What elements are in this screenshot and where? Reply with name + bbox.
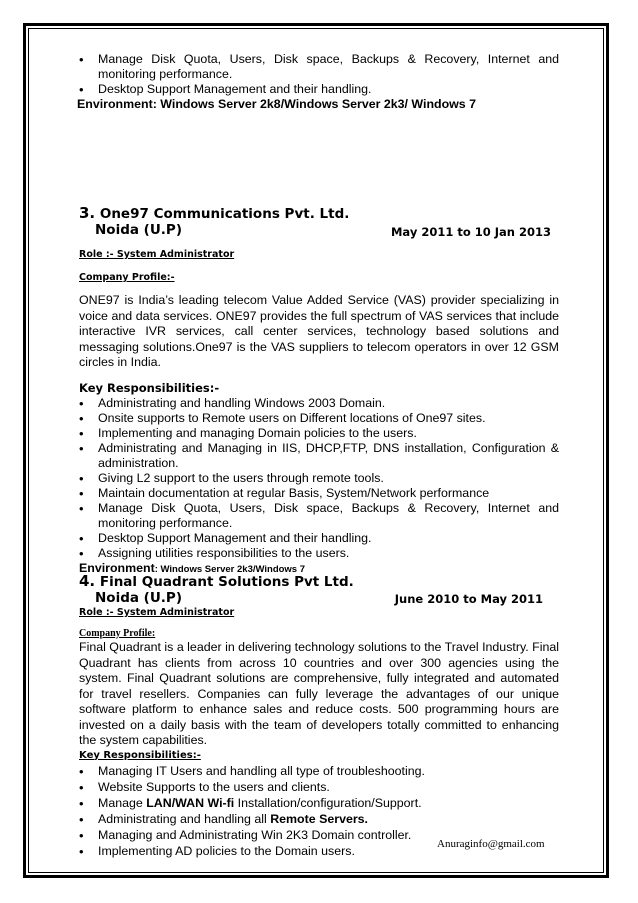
list-item: • Administrating and Managing in IIS, DHCP,FTP, DNS installation, Configuration & administration. (79, 441, 559, 471)
company-location-row (79, 222, 559, 238)
list-item: • Managing IT Users and handling all type of troubleshooting. (79, 764, 559, 779)
list-item: • Assigning utilities responsibilities to the users. (79, 546, 559, 561)
role-line: Role :- System Administrator (79, 607, 235, 618)
list-item: • Onsite supports to Remote users on Different locations of One97 sites. (79, 411, 559, 426)
list-item-text: Manage (98, 795, 147, 810)
list-item-bold: LAN/WAN Wi-fi (146, 795, 235, 810)
environment-value: : Windows Server 2k3/Windows 7 (154, 563, 306, 575)
responsibilities-list (79, 396, 559, 561)
environment-label: Environment (79, 560, 155, 575)
list-item: • Website Supports to the users and clients. (79, 780, 559, 795)
company-title (79, 573, 559, 590)
company-profile-text: Final Quadrant is a leader in delivering technology solutions to the Travel Industry. Final Quadrant has clients from across 10 countries and over 300 agencies using the system. Final Quadrant solutions are comprehensive, fully integrated and automated for travel resellers. Companies can fully leverage the advantages of our unique software platform to enhance sales and reduce costs. 500 programming hours are invested on a daily basis with the team of developers totally committed to enhancing the system capabilities. (79, 640, 559, 747)
list-item-text: Installation/configuration/Support. (234, 795, 422, 810)
top-section (79, 52, 559, 112)
company-location: Noida (U.P) (95, 222, 182, 238)
role-line: Role :- System Administrator (79, 249, 235, 260)
list-item: • Manage Disk Quota, Users, Disk space, Backups & Recovery, Internet and monitoring performance. (79, 501, 559, 531)
top-bullet-list (79, 52, 559, 97)
footer-email: Anuraginfo@gmail.com (437, 838, 545, 850)
company-name: Final Quadrant Solutions Pvt Ltd. (99, 574, 354, 590)
company-section-3 (79, 205, 559, 577)
list-item: • Maintain documentation at regular Basis, System/Network performance (79, 486, 559, 501)
company-number: 4. (79, 572, 96, 590)
list-item: • Administrating and handling Windows 2003 Domain. (79, 396, 559, 411)
key-responsibilities-heading: Key Responsibilities:- (79, 380, 220, 395)
list-item: • Managing and Administrating Win 2K3 Domain controller. (79, 828, 559, 843)
key-responsibilities-heading: Key Responsibilities:- (79, 749, 201, 761)
list-item: • Desktop Support Management and their handling. (79, 531, 559, 546)
list-item (79, 796, 559, 811)
company-location: Noida (U.P) (95, 590, 182, 606)
company-dates: May 2011 to 10 Jan 2013 (390, 225, 551, 239)
environment-line: Environment: Windows Server 2k8/Windows Server 2k3/ Windows 7 (77, 97, 477, 111)
list-item: • Manage Disk Quota, Users, Disk space, Backups & Recovery, Internet and monitoring performance. (79, 52, 559, 82)
company-section-4 (79, 573, 559, 859)
company-number: 3. (79, 204, 96, 222)
list-item: • Implementing AD policies to the Domain users. (79, 844, 559, 859)
company-location-row (79, 590, 559, 606)
company-profile-text: ONE97 is India’s leading telecom Value Added Service (VAS) provider specializing in voice and data services. ONE97 provides the full spectrum of VAS services that include interactive IVR services, call center services, technology based solutions and messaging solutions.One97 is the VAS suppliers to telecom operators in over 12 GSM circles in India. (79, 293, 559, 369)
company-name: One97 Communications Pvt. Ltd. (99, 206, 350, 222)
list-item: • Giving L2 support to the users through remote tools. (79, 471, 559, 486)
list-item (79, 812, 559, 827)
company-title (79, 205, 559, 222)
company-dates: June 2010 to May 2011 (394, 592, 543, 606)
list-item: • Desktop Support Management and their handling. (79, 82, 559, 97)
list-item-bold: Remote Servers. (270, 811, 369, 826)
list-item: • Implementing and managing Domain policies to the users. (79, 426, 559, 441)
company-profile-heading: Company Profile: (79, 628, 156, 639)
list-item-text: Administrating and handling all (98, 811, 271, 826)
company-profile-heading: Company Profile:- (79, 272, 175, 283)
